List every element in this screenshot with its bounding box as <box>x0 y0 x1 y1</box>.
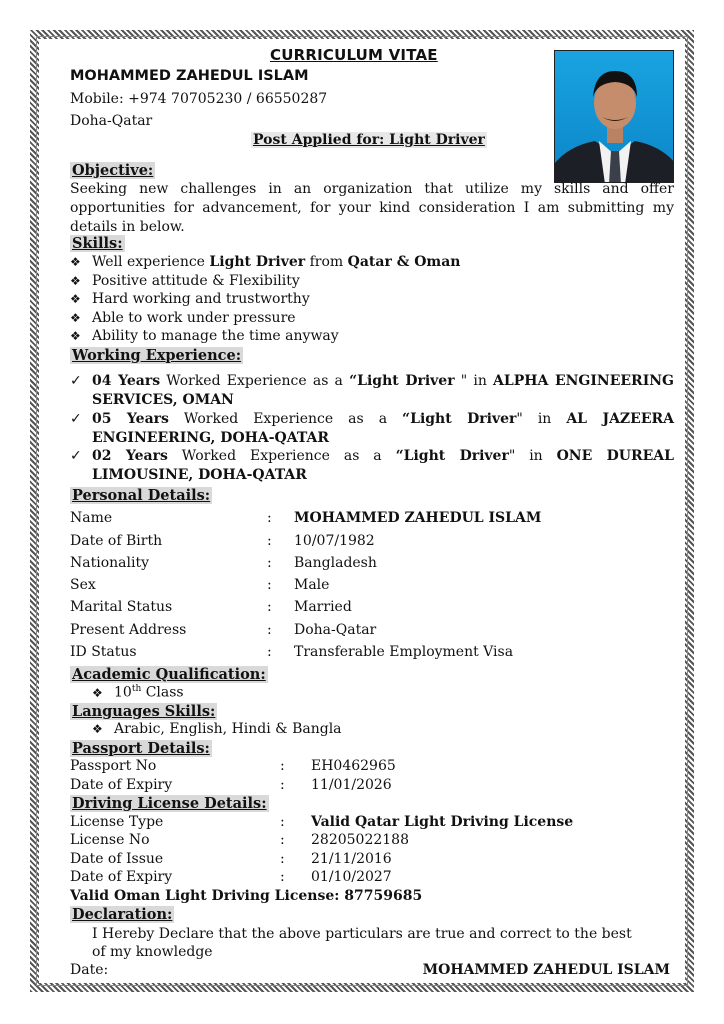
declaration-line: I Hereby Declare that the above particulars are true and correct to the best <box>92 926 632 942</box>
profile-photo <box>554 50 674 183</box>
languages-heading: Languages Skills: <box>72 703 216 720</box>
academic-heading: Academic Qualification: <box>72 666 266 683</box>
diamond-bullet-icon: ❖ <box>92 722 103 736</box>
mobile-line: Mobile: +974 70705230 / 66550287 <box>70 91 328 107</box>
check-icon: ✓ <box>70 411 82 427</box>
skill-item: ❖ Able to work under pressure <box>70 309 296 326</box>
skill-item: ❖ Positive attitude & Flexibility <box>70 272 300 289</box>
diamond-bullet-icon: ❖ <box>70 329 81 343</box>
check-icon: ✓ <box>70 448 82 464</box>
skill-item: ❖ Well experience Light Driver from Qatar & Oman <box>70 254 461 270</box>
experience-item: ✓ 02 Years Worked Experience as a “Light Driver" in ONE DUREAL LIMOUSINE, DOHA-QATAR <box>70 448 674 483</box>
declaration-line: of my knowledge <box>92 944 213 960</box>
check-icon: ✓ <box>70 373 82 389</box>
candidate-name: MOHAMMED ZAHEDUL ISLAM <box>70 68 309 84</box>
diamond-bullet-icon: ❖ <box>70 292 81 306</box>
skill-item: ❖ Ability to manage the time anyway <box>70 328 339 344</box>
skill-item: ❖ Hard working and trustworthy <box>70 291 310 307</box>
skills-heading: Skills: <box>72 235 123 252</box>
date-label: Date: <box>70 962 109 978</box>
language-item: ❖ Arabic, English, Hindi & Bangla <box>92 721 342 737</box>
location-line: Doha-Qatar <box>70 113 153 129</box>
person-icon <box>555 51 674 183</box>
oman-license: Valid Oman Light Driving License: 87759685 <box>70 888 423 904</box>
personal-heading: Personal Details: <box>72 487 211 504</box>
cv-title: CURRICULUM VITAE <box>270 46 438 64</box>
diamond-bullet-icon: ❖ <box>70 310 81 325</box>
passport-heading: Passport Details: <box>72 740 210 757</box>
license-heading: Driving License Details: <box>72 795 267 812</box>
experience-item: ✓ 05 Years Worked Experience as a “Light Driver" in AL JAZEERA ENGINEERING, DOHA-QATAR <box>70 411 674 446</box>
experience-item: ✓ 04 Years Worked Experience as a “Light Driver " in ALPHA ENGINEERING SERVICES, OMAN <box>70 373 674 408</box>
post-applied: Post Applied for: Light Driver <box>253 132 485 148</box>
academic-item: ❖ 10th Class <box>92 684 184 701</box>
signature-name: MOHAMMED ZAHEDUL ISLAM <box>422 962 670 978</box>
objective-heading: Objective: <box>72 162 154 179</box>
diamond-bullet-icon: ❖ <box>70 255 81 269</box>
objective-text: Seeking new challenges in an organization that utilize my skills and offer opportunities for advancement, for your kind consideration I am submitting my details in below. <box>70 181 674 235</box>
diamond-bullet-icon: ❖ <box>70 273 81 288</box>
experience-heading: Working Experience: <box>72 347 242 364</box>
diamond-bullet-icon: ❖ <box>92 685 103 700</box>
declaration-heading: Declaration: <box>72 906 173 923</box>
